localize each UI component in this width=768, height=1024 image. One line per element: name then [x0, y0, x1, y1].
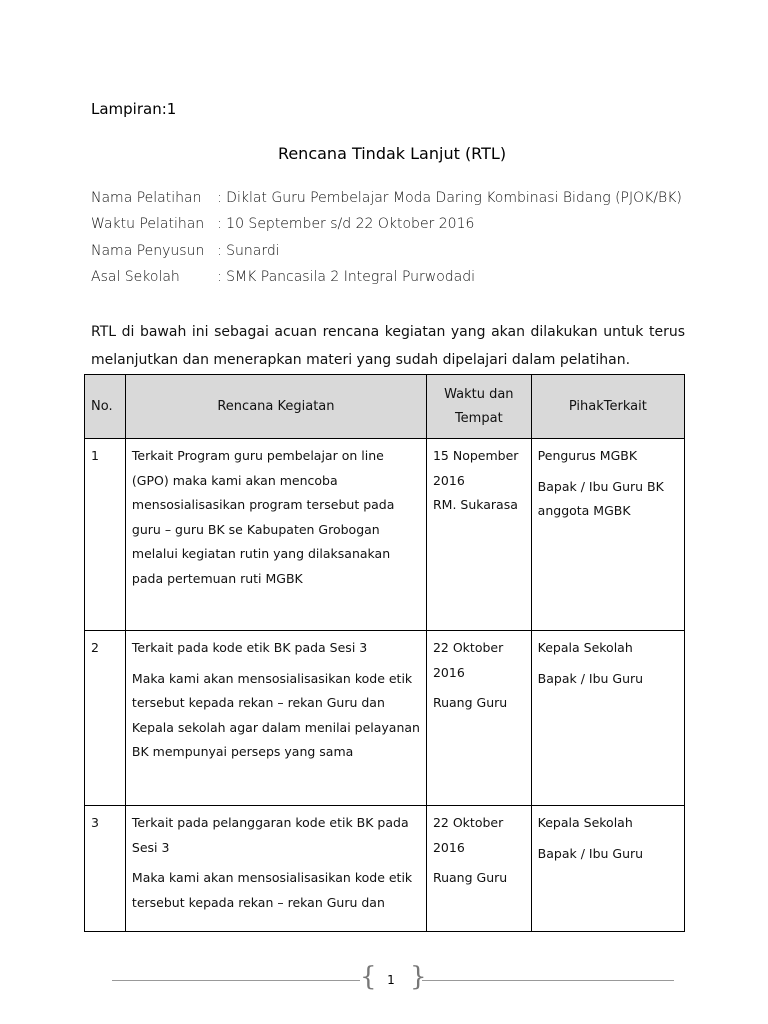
kegiatan-text: Maka kami akan mensosialisasikan kode etik tersebut kepada rekan – rekan Guru dan Kepala sekolah agar dalam menilai pelayanan BK mempunyai perseps yang sama: [131, 670, 420, 759]
meta-label-asal-sekolah: Asal Sekolah: [91, 269, 180, 285]
header-no: No.: [85, 375, 126, 439]
row-number: 3: [91, 815, 99, 830]
table-row: [85, 631, 685, 806]
table-row: [85, 806, 685, 932]
meta-label-nama-pelatihan: Nama Pelatihan: [91, 190, 202, 206]
tempat-text: RM. Sukarasa: [432, 497, 518, 512]
left-bracket-icon: {: [360, 962, 377, 992]
pihak-text: Bapak / Ibu Guru: [537, 670, 644, 686]
pihak-text: Bapak / Ibu Guru BK anggota MGBK: [537, 478, 664, 518]
header-rencana-kegiatan: Rencana Kegiatan: [125, 375, 426, 439]
kegiatan-text: Terkait pada pelanggaran kode etik BK pada Sesi 3: [131, 815, 409, 855]
kegiatan-text: Terkait pada kode etik BK pada Sesi 3: [131, 640, 368, 655]
kegiatan-text: Maka kami akan mensosialisasikan kode etik tersebut kepada rekan – rekan Guru dan: [131, 870, 413, 910]
waktu-text: 15 Nopember 2016: [432, 448, 519, 488]
intro-paragraph: RTL di bawah ini sebagai acuan rencana kegiatan yang akan dilakukan untuk terus melanjutkan dan menerapkan materi yang sudah dipelajari dalam pelatihan.: [91, 324, 685, 368]
pihak-text: Pengurus MGBK: [537, 448, 638, 463]
pihak-text: Kepala Sekolah: [537, 640, 633, 655]
tempat-text: Ruang Guru: [432, 870, 508, 885]
meta-label-waktu-pelatihan: Waktu Pelatihan: [91, 216, 205, 232]
waktu-text: 22 Oktober 2016: [432, 815, 504, 855]
attachment-label: Lampiran:1: [91, 100, 177, 118]
meta-value-asal-sekolah: : SMK Pancasila 2 Integral Purwodadi: [217, 269, 476, 285]
pihak-text: Bapak / Ibu Guru: [537, 845, 644, 861]
meta-value-waktu-pelatihan: : 10 September s/d 22 Oktober 2016: [217, 216, 475, 232]
table-header-row: [85, 375, 685, 439]
row-number: 1: [91, 448, 99, 463]
rtl-table: [84, 374, 685, 932]
document-title: Rencana Tindak Lanjut (RTL): [277, 144, 507, 163]
pihak-text: Kepala Sekolah: [537, 815, 633, 830]
table-row: [85, 439, 685, 631]
footer-rule-left: [112, 980, 360, 981]
footer-rule-right: [422, 980, 674, 981]
meta-value-nama-penyusun: : Sunardi: [217, 243, 280, 259]
meta-value-nama-pelatihan: : Diklat Guru Pembelajar Moda Daring Kombinasi Bidang (PJOK/BK): [217, 190, 682, 206]
page-number: 1: [387, 973, 395, 987]
right-bracket-icon: }: [410, 962, 427, 992]
tempat-text: Ruang Guru: [432, 695, 508, 710]
waktu-text: 22 Oktober 2016: [432, 640, 504, 680]
header-pihak-terkait: PihakTerkait: [531, 375, 684, 439]
meta-label-nama-penyusun: Nama Penyusun: [91, 243, 205, 259]
header-waktu-tempat: Waktu dan Tempat: [426, 375, 531, 439]
kegiatan-text: Terkait Program guru pembelajar on line (GPO) maka kami akan mencoba mensosialisasikan program tersebut pada guru – guru BK se Kabupaten Grobogan melalui kegiatan rutin yang dilaksanakan pada pertemuan ruti MGBK: [131, 448, 395, 586]
row-number: 2: [91, 640, 99, 655]
